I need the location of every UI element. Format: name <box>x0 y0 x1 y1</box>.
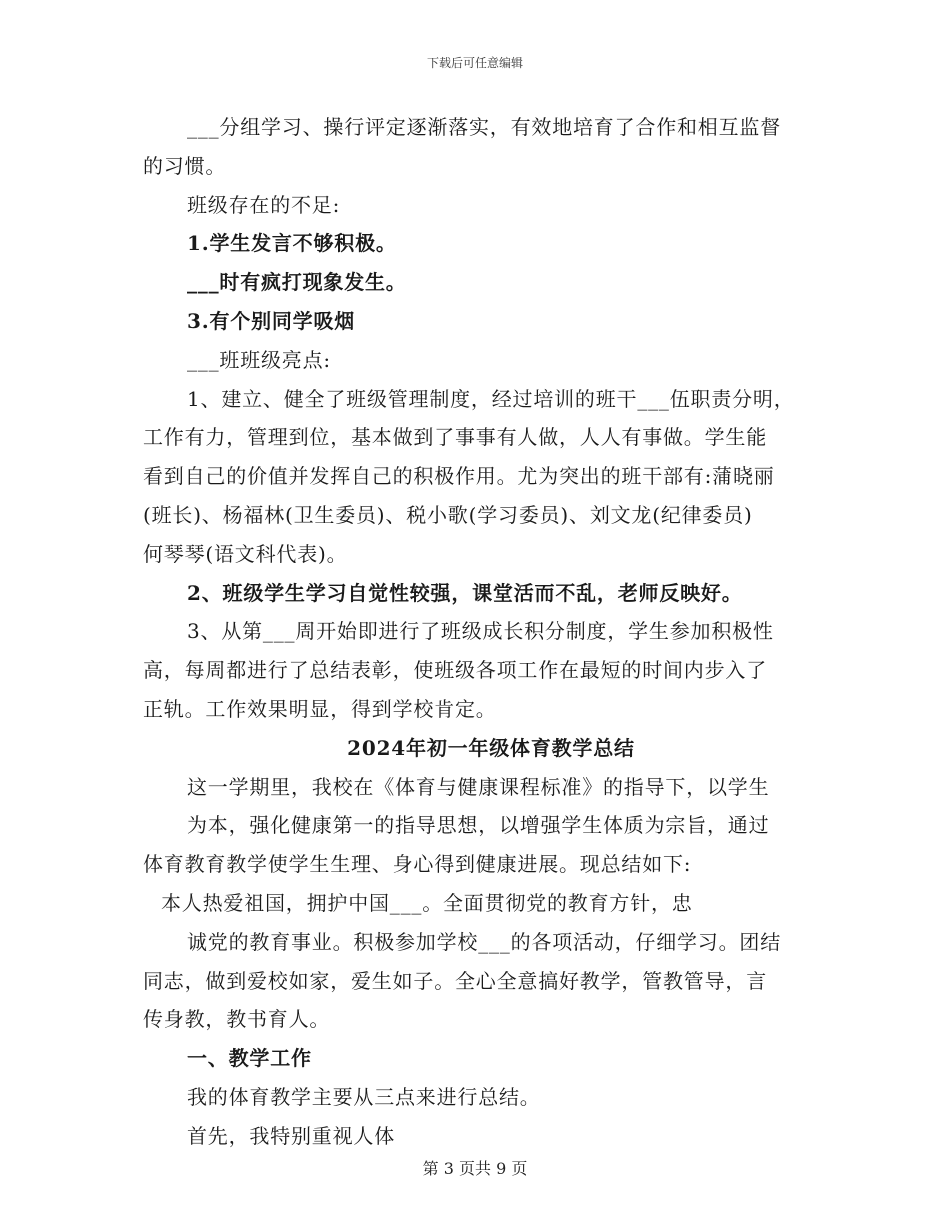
text-line: 2、班级学生学习自觉性较强，课堂活而不乱，老师反映好。 <box>187 580 743 605</box>
text-line: 3.有个别同学吸烟 <box>187 308 356 333</box>
text-line: 看到自己的价值并发挥自己的积极作用。尤为突出的班干部有:蒲晓丽 <box>143 464 775 489</box>
text-line: 本人热爱祖国，拥护中国___。全面贯彻党的教育方针，忠 <box>161 890 693 915</box>
text-line: 高，每周都进行了总结表彰，使班级各项工作在最短的时间内步入了 <box>143 658 767 683</box>
text-line: 诚党的教育事业。积极参加学校___的各项活动，仔细学习。团结 <box>187 929 781 954</box>
text-line: 为本，强化健康第一的指导思想，以增强学生体质为宗旨，通过 <box>187 813 770 838</box>
text-line: 何琴琴(语文科代表)。 <box>143 541 348 566</box>
text-line: ___分组学习、操行评定逐渐落实，有效地培育了合作和相互监督 <box>187 115 781 139</box>
text-line: ___时有疯打现象发生。 <box>187 270 407 295</box>
text-line: 3、从第___周开始即进行了班级成长积分制度，学生参加积极性 <box>187 619 774 644</box>
text-line: 这一学期里，我校在《体育与健康课程标准》的指导下，以学生 <box>187 774 770 799</box>
text-line: 正轨。工作效果明显，得到学校肯定。 <box>143 696 497 721</box>
text-line: (班长)、杨福林(卫生委员)、税小歌(学习委员)、刘文龙(纪律委员) <box>143 502 753 527</box>
text-line: 同志，做到爱校如家，爱生如子。全心全意搞好教学，管教管导，言 <box>143 968 767 993</box>
text-line: 一、教学工作 <box>187 1046 312 1071</box>
text-line: 班级存在的不足: <box>187 192 341 217</box>
text-line: 工作有力，管理到位，基本做到了事事有人做，人人有事做。学生能 <box>143 425 767 450</box>
text-line: 我的体育教学主要从三点来进行总结。 <box>187 1084 541 1109</box>
text-line: 1、建立、健全了班级管理制度，经过培训的班干___伍职责分明， <box>187 386 795 411</box>
section-title: 2024年初一年级体育教学总结 <box>347 735 635 760</box>
text-line: 传身教，教书育人。 <box>143 1007 331 1032</box>
text-line: 首先，我特别重视人体 <box>187 1123 395 1148</box>
page-footer: 第 3 页共 9 页 <box>422 1159 528 1178</box>
text-line: 的习惯。 <box>143 153 227 178</box>
text-line: 1.学生发言不够积极。 <box>187 231 397 256</box>
page-header: 下载后可任意编辑 <box>426 56 523 70</box>
document-body <box>143 108 809 1156</box>
text-line: ___班班级亮点: <box>187 347 331 372</box>
text-line: 体育教育教学使学生生理、身心得到健康进展。现总结如下: <box>143 852 692 877</box>
